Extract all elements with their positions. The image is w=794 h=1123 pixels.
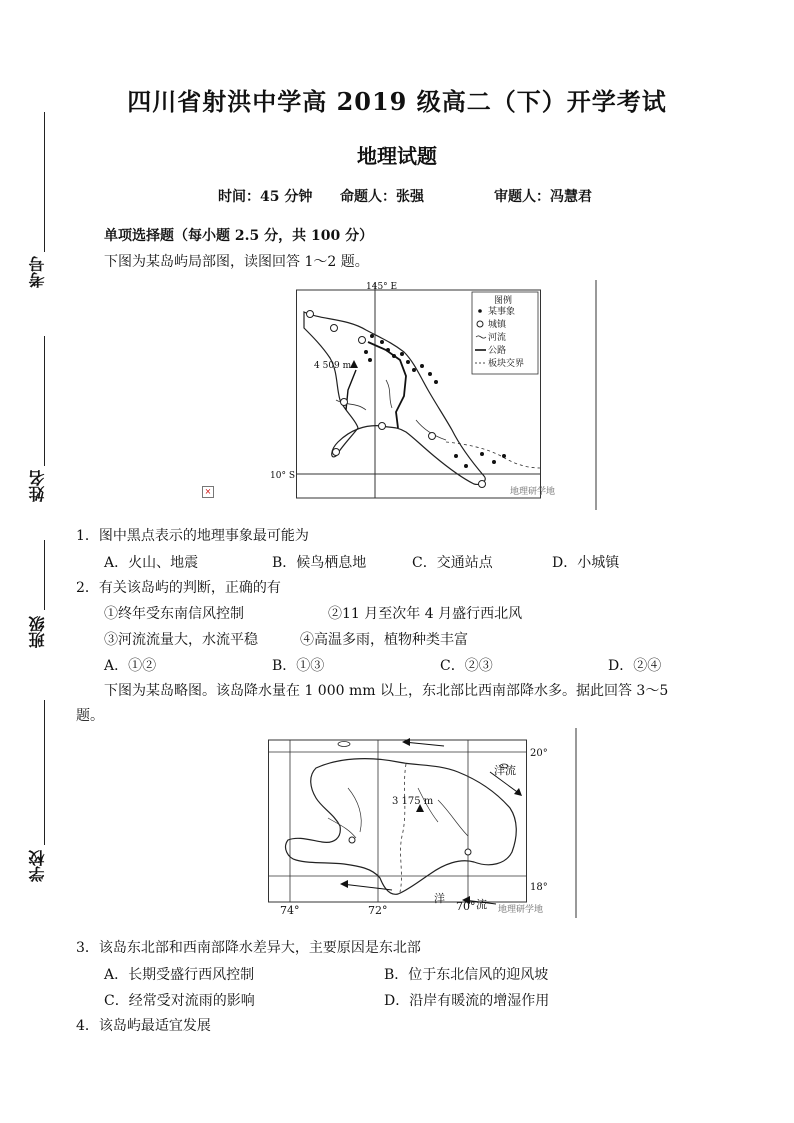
island-map-2 — [268, 728, 580, 918]
exam-reviewer: 审题人：冯慧君 — [494, 189, 592, 205]
question-3-stem: 3．该岛东北部和西南部降水差异大，主要原因是东北部 — [76, 940, 421, 956]
legend-item-town: 城镇 — [488, 320, 507, 330]
binding-line-1 — [44, 112, 45, 252]
name-label: 姓名 — [28, 470, 47, 502]
current-label-bottom-a: 洋 — [434, 892, 445, 905]
lon-label-74: 74° — [280, 904, 300, 917]
binding-line-3 — [44, 540, 45, 610]
legend-item-road: 公路 — [488, 346, 507, 356]
question-2-statement-3: ③河流流量大，水流平稳 — [104, 632, 258, 648]
legend-item-phenomenon: 某事象 — [488, 307, 516, 317]
intro-q3-5-line1: 下图为某岛略图。该岛降水量在 1 000 mm 以上，东北部比西南部降水多。据此回答 3～5 — [104, 683, 669, 699]
question-2-statement-2: ②11 月至次年 4 月盛行西北风 — [328, 606, 523, 622]
exam-author: 命题人：张强 — [340, 189, 424, 205]
peak-label-3175: 3 175 m — [392, 796, 434, 807]
question-1-stem: 1．图中黑点表示的地理事象最可能为 — [76, 528, 309, 544]
intro-q3-5-line2: 题。 — [76, 708, 104, 724]
lon-label-145e: 145° E — [366, 282, 398, 292]
current-label-bottom-b: 流 — [476, 898, 487, 911]
question-1-option-a[interactable]: A．火山、地震 — [104, 555, 199, 571]
island-map-1 — [270, 280, 600, 510]
map1-watermark: 地理研学地 — [510, 487, 556, 497]
map2-watermark: 地理研学地 — [498, 905, 544, 915]
current-label-top: 洋流 — [494, 764, 516, 777]
class-label: 班级 — [28, 616, 47, 648]
lat-label-10s: 10° S — [270, 471, 295, 481]
legend-title: 图例 — [494, 296, 513, 306]
peak-label-4509: 4 509 m — [314, 361, 352, 371]
question-2-option-c[interactable]: C．②③ — [440, 658, 493, 674]
question-3-option-b[interactable]: B．位于东北信风的迎风坡 — [384, 967, 549, 983]
question-3-option-c[interactable]: C．经常受对流雨的影响 — [104, 993, 255, 1009]
exam-time: 时间：45 分钟 — [218, 189, 313, 205]
binding-line-2 — [44, 336, 45, 466]
binding-line-4 — [44, 700, 45, 845]
lon-label-70: 70° — [456, 900, 476, 913]
question-3-option-d[interactable]: D．沿岸有暖流的增湿作用 — [384, 993, 550, 1009]
question-2-stem: 2．有关该岛屿的判断，正确的有 — [76, 580, 281, 596]
question-2-statement-4: ④高温多雨，植物种类丰富 — [300, 632, 468, 648]
question-2-statement-1: ①终年受东南信风控制 — [104, 606, 244, 622]
question-4-stem: 4．该岛屿最适宜发展 — [76, 1018, 211, 1034]
section-heading: 单项选择题（每小题 2.5 分，共 100 分） — [104, 228, 374, 244]
island-map-1-svg — [270, 280, 600, 510]
page-title: 四川省射洪中学高 2019 级高二（下）开学考试 — [127, 87, 667, 116]
lat-label-18: 18° — [530, 882, 548, 893]
intro-q1-2: 下图为某岛屿局部图，读图回答 1～2 题。 — [104, 254, 369, 270]
question-1-option-c[interactable]: C．交通站点 — [412, 555, 493, 571]
island-map-2-svg — [268, 728, 580, 918]
page-subtitle: 地理试题 — [357, 144, 437, 168]
question-2-option-b[interactable]: B．①③ — [272, 658, 325, 674]
broken-image-icon: × — [202, 486, 214, 498]
question-1-option-d[interactable]: D．小城镇 — [552, 555, 620, 571]
question-2-option-d[interactable]: D．②④ — [608, 658, 662, 674]
legend-item-plate: 板块交界 — [488, 359, 525, 369]
question-3-option-a[interactable]: A．长期受盛行西风控制 — [104, 967, 255, 983]
exam-number-label: 考号 — [28, 256, 47, 288]
legend-item-river: 河流 — [488, 333, 507, 343]
lon-label-72: 72° — [368, 904, 388, 917]
question-1-option-b[interactable]: B．候鸟栖息地 — [272, 555, 367, 571]
lat-label-20: 20° — [530, 748, 548, 759]
question-2-option-a[interactable]: A．①② — [104, 658, 157, 674]
school-label: 学校 — [28, 850, 47, 882]
